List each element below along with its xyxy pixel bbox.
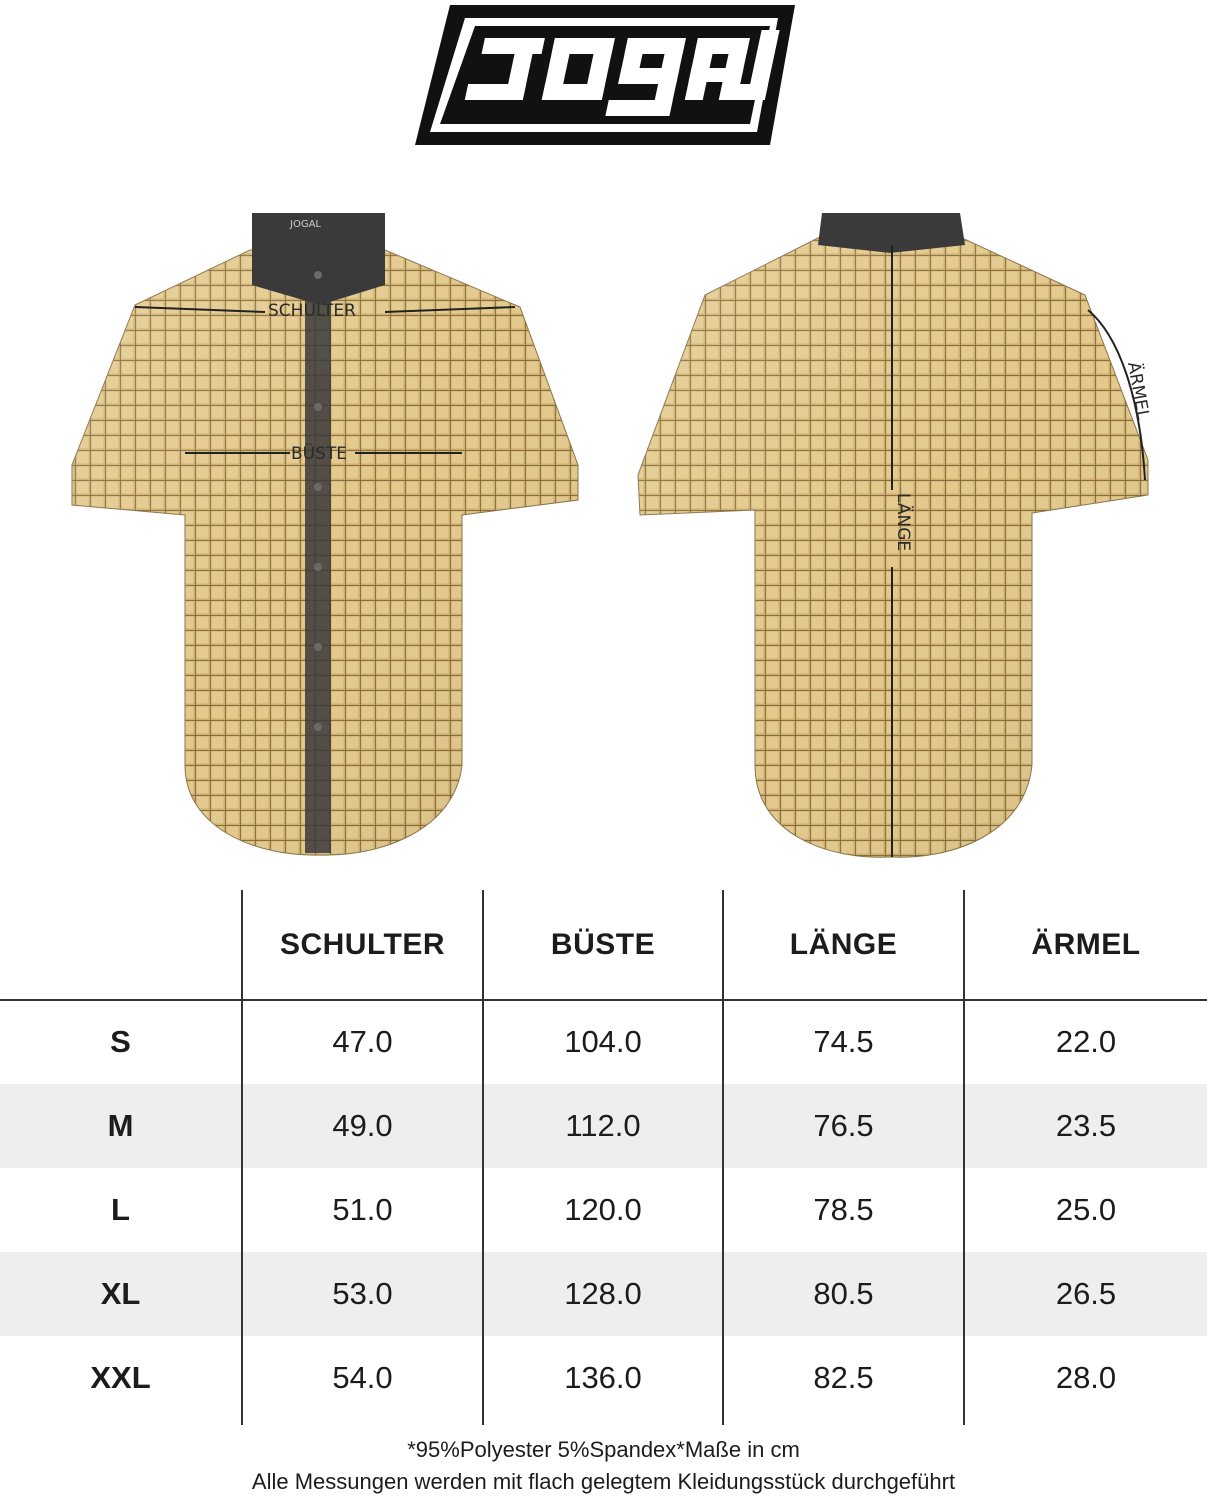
value-cell: 128.0	[564, 1276, 642, 1311]
value-cell: 26.5	[1055, 1276, 1117, 1311]
value-cell: 104.0	[564, 1024, 642, 1059]
table-row	[0, 1000, 1207, 1084]
column-divider	[963, 890, 965, 1425]
size-cell: M	[107, 1108, 134, 1143]
header-length: LÄNGE	[789, 928, 898, 961]
size-cell: S	[110, 1024, 131, 1059]
measurement-note: Alle Messungen werden mit flach gelegtem Kleidungsstück durchgeführt	[251, 1469, 956, 1494]
sleeve-label: ÄRMEL	[1123, 360, 1153, 422]
front-shirt	[72, 213, 578, 855]
value-cell: 47.0	[332, 1024, 393, 1059]
value-cell: 112.0	[565, 1108, 641, 1143]
brand-logo	[410, 0, 800, 150]
value-cell: 80.5	[813, 1276, 874, 1311]
size-cell: L	[111, 1192, 130, 1227]
value-cell: 78.5	[813, 1192, 874, 1227]
table-row	[0, 1168, 1207, 1252]
value-cell: 82.5	[813, 1360, 874, 1395]
size-cell: XL	[100, 1276, 141, 1311]
column-divider	[241, 890, 243, 1425]
shoulder-label: SCHULTER	[268, 301, 356, 321]
header-shoulder: SCHULTER	[279, 928, 446, 961]
bust-label: BÜSTE	[291, 444, 348, 464]
value-cell: 51.0	[332, 1192, 393, 1227]
header-bust: BÜSTE	[550, 928, 656, 961]
value-cell: 22.0	[1055, 1024, 1117, 1059]
column-divider	[722, 890, 724, 1425]
value-cell: 136.0	[564, 1360, 642, 1395]
svg-text:JOGAL: JOGAL	[290, 219, 321, 230]
size-table	[0, 890, 1207, 1420]
table-row	[0, 1252, 1207, 1336]
value-cell: 76.5	[813, 1108, 874, 1143]
value-cell: 49.0	[332, 1108, 393, 1143]
table-row	[0, 1336, 1207, 1420]
value-cell: 74.5	[813, 1024, 874, 1059]
value-cell: 53.0	[332, 1276, 393, 1311]
back-shirt	[638, 213, 1154, 857]
size-cell: XXL	[90, 1360, 151, 1395]
header-sleeve: ÄRMEL	[1031, 928, 1141, 961]
value-cell: 120.0	[564, 1192, 642, 1227]
material-note: *95%Polyester 5%Spandex*Maße in cm	[407, 1437, 800, 1462]
length-label: LÄNGE	[893, 493, 913, 552]
value-cell: 28.0	[1055, 1360, 1117, 1395]
table-header	[0, 890, 1207, 1000]
value-cell: 23.5	[1055, 1108, 1117, 1143]
table-row	[0, 1084, 1207, 1168]
value-cell: 25.0	[1055, 1192, 1117, 1227]
column-divider	[482, 890, 484, 1425]
value-cell: 54.0	[332, 1360, 393, 1395]
header-size	[0, 890, 241, 1000]
shirt-illustration	[0, 195, 1207, 865]
